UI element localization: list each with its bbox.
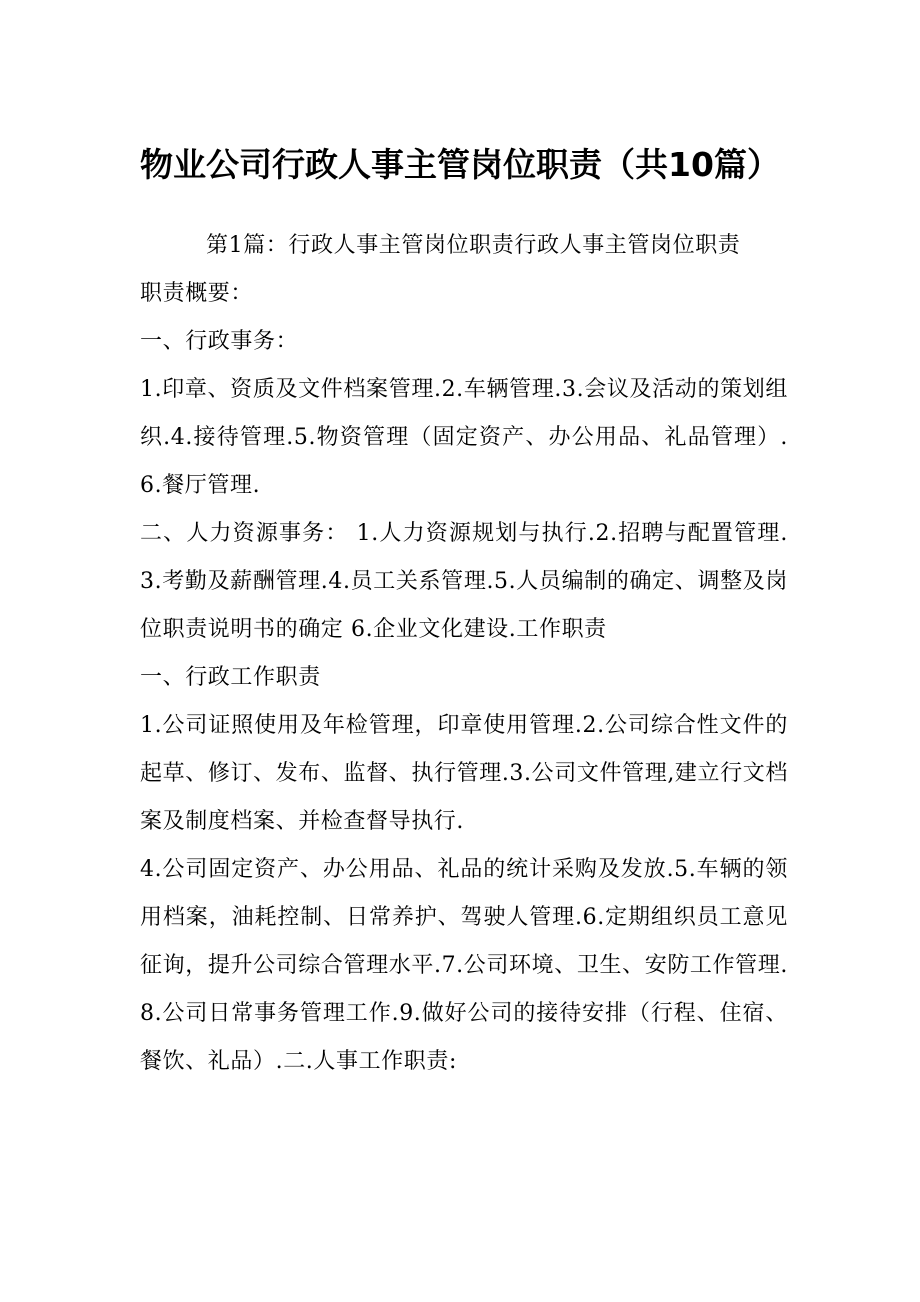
paragraph-summary-heading: 职责概要： — [140, 281, 254, 306]
paragraph-admin-heading: 一、行政事务： — [140, 329, 299, 354]
document-title: 物业公司行政人事主管岗位职责（共10篇） — [140, 145, 780, 184]
document-body — [140, 222, 788, 1086]
paragraph-hr-items: 二、人力资源事务： 1.人力资源规划与执行.2.招聘与配置管理.3.考勤及薪酬管理.4.员工关系管理.5.人员编制的确定、调整及岗位职责说明书的确定 6.企业文化建设.工作职责 — [140, 521, 788, 642]
paragraph-admin-duties-2: 4.公司固定资产、办公用品、礼品的统计采购及发放.5.车辆的领用档案，油耗控制、日常养护、驾驶人管理.6.定期组织员工意见征询，提升公司综合管理水平.7.公司环境、卫生、安防工作管理.8.公司日常事务管理工作.9.做好公司的接待安排（行程、住宿、餐饮、礼品）.二.人事工作职责: — [140, 857, 788, 1074]
paragraph-admin-duties-1: 1.公司证照使用及年检管理，印章使用管理.2.公司综合性文件的起草、修订、发布、监督、执行管理.3.公司文件管理,建立行文档案及制度档案、并检查督导执行. — [140, 713, 788, 834]
paragraph-admin-items: 1.印章、资质及文件档案管理.2.车辆管理.3.会议及活动的策划组织.4.接待管理.5.物资管理（固定资产、办公用品、礼品管理）.6.餐厅管理. — [140, 377, 788, 498]
paragraph-intro: 第1篇：行政人事主管岗位职责行政人事主管岗位职责 — [206, 233, 741, 258]
paragraph-admin-duties-heading: 一、行政工作职责 — [140, 665, 321, 690]
